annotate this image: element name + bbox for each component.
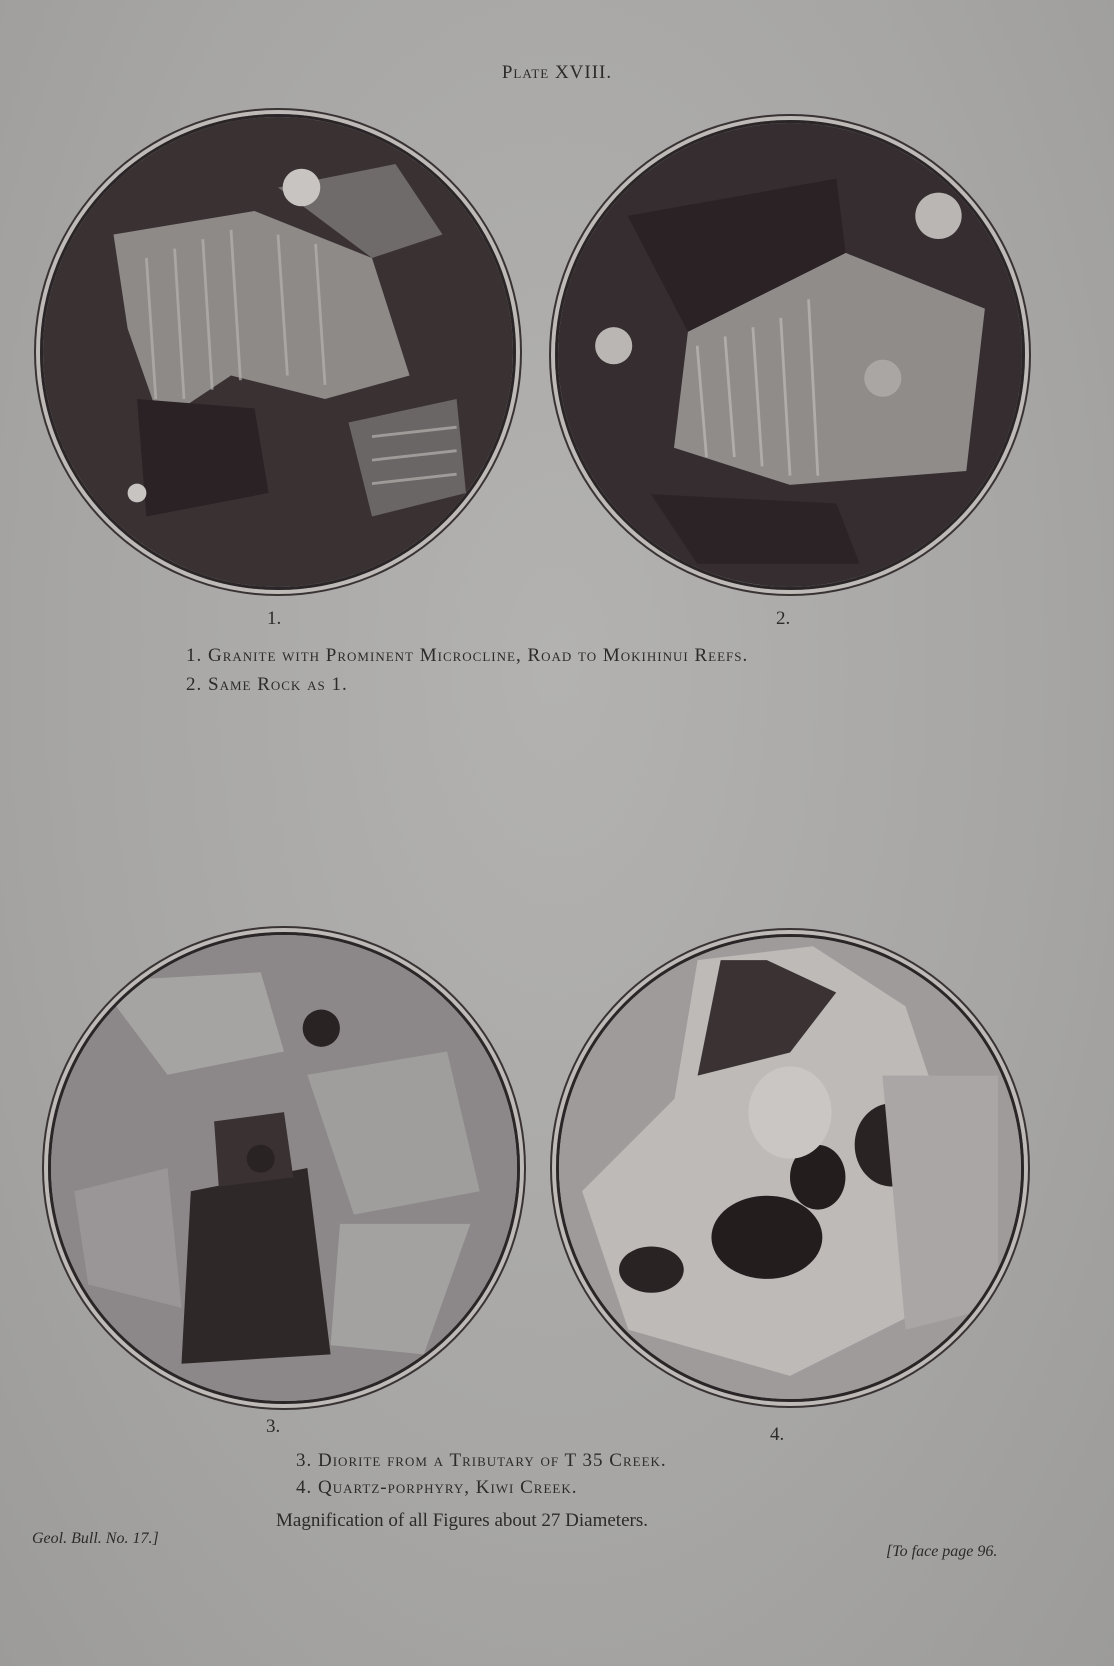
micrograph-figure-2	[555, 120, 1025, 590]
plate-title: Plate XVIII.	[501, 62, 613, 83]
caption-figure-4: 4. Quartz-porphyry, Kiwi Creek.	[296, 1477, 578, 1498]
caption-figure-3: 3. Diorite from a Tributary of T 35 Creek.	[296, 1450, 667, 1471]
caption-figure-2: 2. Same Rock as 1.	[186, 674, 348, 695]
micrograph-figure-1	[40, 114, 516, 590]
footer-right-page-ref: [To face page 96.	[886, 1543, 998, 1560]
figure-4-number: 4.	[770, 1424, 785, 1445]
footer-left-citation: Geol. Bull. No. 17.]	[32, 1530, 159, 1547]
caption-figure-1: 1. Granite with Prominent Microcline, Road to Mokihinui Reefs.	[186, 645, 749, 666]
figure-3-number: 3.	[266, 1416, 281, 1437]
figure-1-number: 1.	[267, 608, 282, 629]
magnification-note: Magnification of all Figures about 27 Diameters.	[276, 1510, 648, 1531]
micrograph-figure-4	[556, 934, 1024, 1402]
micrograph-figure-3	[48, 932, 520, 1404]
figure-2-number: 2.	[776, 608, 791, 629]
